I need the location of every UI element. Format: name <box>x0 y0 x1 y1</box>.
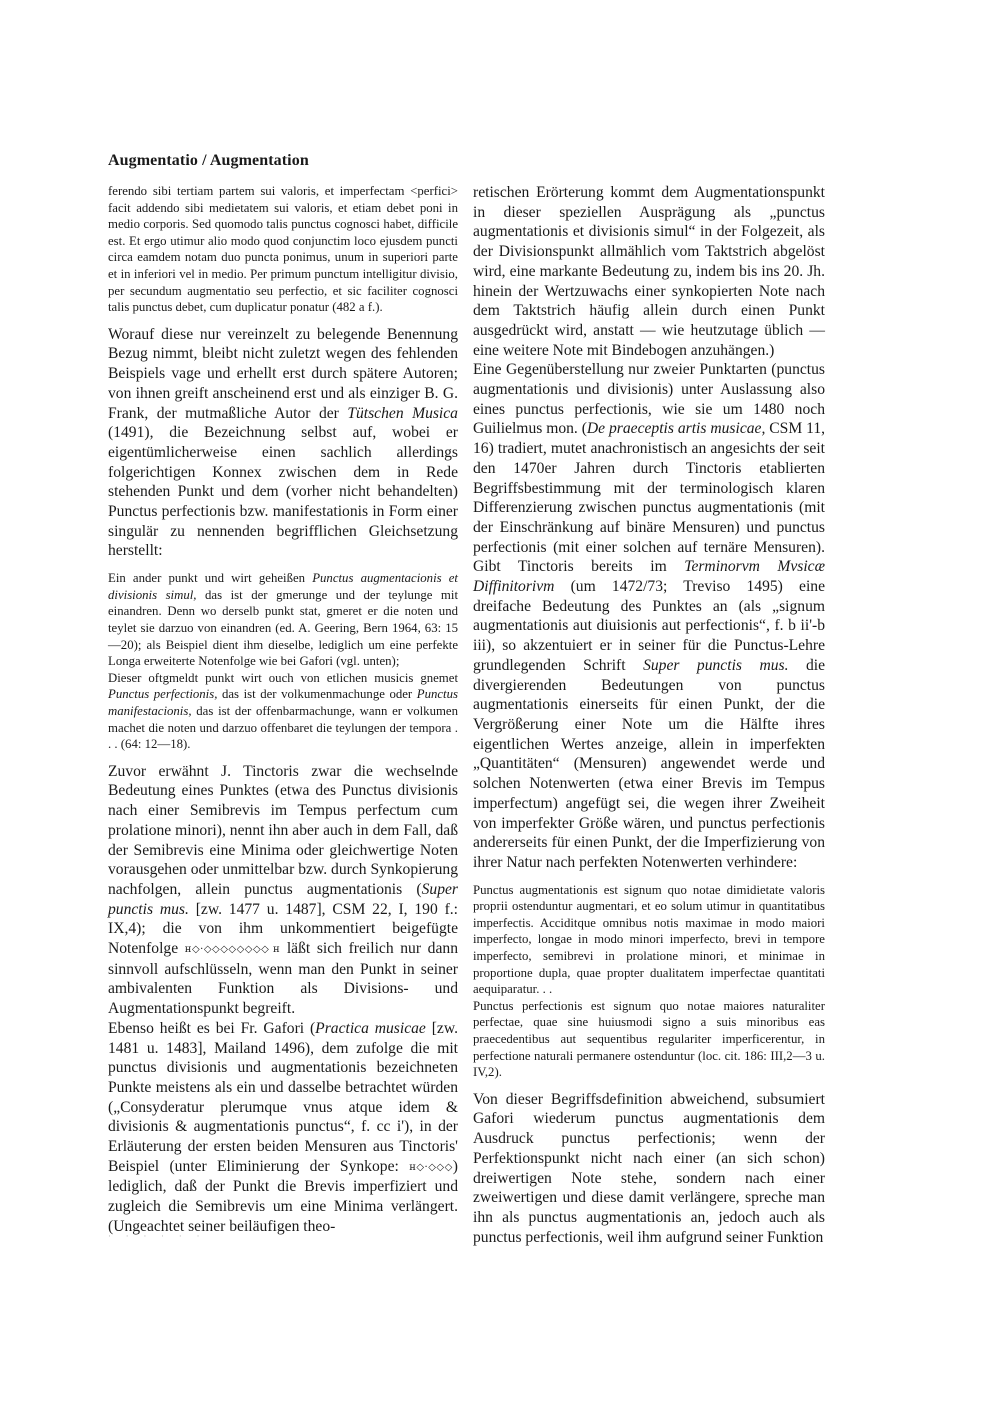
frank-quote-2: Dieser oftgmeldt punkt wirt ouch von etlichen musicis gnemet Punctus perfectionis, das ist der volkumenmachunge oder Punctus manifestacionis, das ist der offenbarmachunge, wann er volkumen machet die noten und darzuo offenbaret die teylungen der tempora . . . (64: 12—18). <box>108 670 458 752</box>
left-column <box>108 183 458 1246</box>
frank-quote-1: Ein ander punkt und wirt geheißen Punctus augmentacionis et divisionis simul, das ist der gmerunge und der teylunge mit einandren. Denn wo derselb punkt stat, gmeret er die noten und teylet sie darzuo von einandren (ed. A. Geering, Bern 1964, 63: 15—20); als Beispiel dient ihm dieselbe, lediglich um eine perfekte Longa erweiterte Notenfolge wie bei Gafori (vgl. unten); <box>108 571 459 669</box>
paragraph-gafori: Ebenso heißt es bei Fr. Gafori (Practica musicae [zw. 1481 u. 1483], Mailand 1496), dem zufolge die mit punctus divisionis und augmentationis bezeichneten Punkte meistens als ein und dasselbe betrachtet würden („Consyderatur plerumque vnus atque idem & divisionis & augmentationis punctus“, f. cc i'), in der Erläuterung der ersten beiden Mensuren aus Tinctoris' Beispiel (unter Eliminierung der Synkope: ʜ◇·◇◇◇) lediglich, daß der Punkt die Brevis imperfiziert und zugleich die Semibrevis um eine Minima verlängert. (Ungeachtet seiner beiläufigen theo- <box>108 1019 458 1235</box>
title-tuetschen-musica: Tütschen Musica <box>347 404 458 422</box>
tinctoris-quote-augmentationis: Punctus augmentationis est signum quo notae dimidietate valoris proprii ostenduntur augmentari, et eo solum utimur in quantitatibus imperfectis. Acciditque omnibus notis maximae in modo maiori imperfecto, longae in modo minori imperfecto, brevi in tempore imperfecto, semibrevi in prolatione minori, et minimae in proportione dupla, quae propter dualitatem imperfectae quantitati aequiparatur. . . <box>473 882 825 997</box>
paragraph-gegenueberstellung: Eine Gegenüberstellung nur zweier Punktarten (punctus augmentationis und divisionis) unter Auslassung also eines punctus perfectionis, wie sie um 1480 noch Guilielmus mon. (De praeceptis artis musicae, CSM 11, 16) tradiert, mutet anachronistisch an angesichts der seit den 1470er Jahren durch Tinctoris etablierten Begriffsbestimmung mit der terminologisch klaren Differenzierung zwischen punctus augmentationis (mit der Einschränkung auf binäre Mensuren) und punctus perfectionis (mit einer solchen auf ternäre Mensuren). Gibt Tinctoris bereits im Terminorvm Mvsicæ Diffinitorivm (um 1472/73; Treviso 1495) eine dreifache Bedeutung des Punktes an (als „signum augmentationis aut diuisionis aut perfectionis“, f. b ii'-b iii), so akzentuiert er in seiner für die Punctus-Lehre grundlegenden Schrift Super punctis mus. die divergierenden Bedeutungen von punctus augmentationis einerseits für einen Punkt, der die Vergrößerung einer Note um die Hälfte ihres eigentlichen Wertes anzeige, allein in imperfekten „Quantitäten“ (Mensuren) angewendet werde und solchen Notenwerten (etwa einer Brevis im Tempus imperfectum) angefügt sei, die wegen ihrer Zweiheit von imperfekter Größe wären, und punctus perfectionis andererseits für einen Punkt, der die Imperfizierung von ihrer Natur nach perfekten Notenwerten verhindere: <box>473 361 826 871</box>
tinctoris-quote-perfectionis: Punctus perfectionis est signum quo notae maiores naturaliter perfectae, quae sine huiusmodi signo a suis minoribus eas praecedentibus aut sequentibus regulariter imperficerentur, in perfectione naturali permanere ostenduntur (loc. cit. 186: III,2—3 u. IV,2). <box>473 998 825 1080</box>
right-column <box>473 183 825 1256</box>
faint-bottom-marks: · · · · · · <box>108 1232 206 1242</box>
music-notes-inline: ʜ◇·◇◇◇◇◇◇◇◇ ʜ <box>184 944 281 956</box>
latin-quote-continuation: ferendo sibi tertiam partem sui valoris, et imperfectam <perfici> facit addendo sibi medietatem sui valoris, et etiam debet poni in medio corporis. Sed quomodo talis punctus cognosci habet, difficile est. Et ergo utimur alio modo quod conjunctim loco ejusdem puncti circa eamdem notam duo puncta ponimus, unum in superiori parte et in inferiori vel in medio. Per primum punctum intelligitur divisio, per secundum augmentatio seu perfectio, et sic faciliter cognosci talis punctus debet, cum duplicatur ponatur (482 a f.). <box>108 184 458 315</box>
title-super-punctis: Super punctis mus. <box>108 880 458 918</box>
running-head: Augmentatio / Augmentation <box>108 152 309 169</box>
paragraph-tinctoris: Zuvor erwähnt J. Tinctoris zwar die wechselnde Bedeutung eines Punktes (etwa des Punctus divisionis nach einer Semibrevis im Tempus perfectum cum prolatione minori), nennt ihn aber auch in dem Fall, daß der Semibrevis eine Minima oder gleichwertige Noten vorausgehen oder unmittelbar bzw. durch Synkopierung nachfolgen, allein punctus augmentationis (Super punctis mus. [zw. 1477 u. 1487], CSM 22, I, 190 f.: IX,4); die von ihm unkommentiert beigefügte Notenfolge ʜ◇·◇◇◇◇◇◇◇◇ ʜ läßt sich freilich nur dann sinnvoll aufschlüsseln, wenn man den Punkt in seiner ambivalenten Funktion als Divisions- und Augmentationspunkt begreift. <box>108 762 458 1018</box>
paragraph-frank: Worauf diese nur vereinzelt zu belegende Benennung Bezug nimmt, bleibt nicht zuletzt wegen des fehlenden Beispiels vage und erhellt erst durch spätere Autoren; von ihnen greift anscheinend erst und als einziger B. G. Frank, der mutmaßliche Autor der Tütschen Musica (1491), die Bezeichnung selbst auf, wobei er eigentümlicherweise einen sachlich allerdings folgerichtigen Konnex zwischen dem in Rede stehenden Punkt und dem (vorher nicht behandelten) Punctus perfectionis bzw. manifestationis in Form einer singulär zu nennenden begrifflichen Gleichsetzung herstellt: <box>108 325 458 560</box>
paragraph-continuation: retischen Erörterung kommt dem Augmentationspunkt in dieser speziellen Ausprägung als „punctus augmentationis et divisionis simul“ in der Folgezeit, als der Divisionspunkt allmählich vom Taktstrich abgelöst wird, eine markante Bedeutung zu, indem bis ins 20. Jh. hinein der Wertzuwachs einer synkopierten Note nach dem Taktstrich häufig allein durch einen Punkt ausgedrückt wird, anstatt — wie heutzutage üblich — eine weitere Note mit Bindebogen anzuhängen.) <box>473 184 825 359</box>
title-practica-musicae: Practica musicae <box>315 1019 426 1037</box>
paragraph-gafori-definition: Von dieser Begriffsdefinition abweichend, subsumiert Gafori wiederum punctus augmentationis dem Ausdruck punctus perfectionis; wenn der Perfektionspunkt nicht nach einer (an sich schon) dreiwertigen Note stehe, sondern nach einer zweiwertigen und diese damit verlängere, spreche man ihn als punctus augmentationis an, jedoch auch als punctus perfectionis, weil ihm aufgrund seiner Funktion <box>473 1090 825 1246</box>
music-notes-inline: ʜ◇·◇◇◇ <box>409 1161 453 1173</box>
